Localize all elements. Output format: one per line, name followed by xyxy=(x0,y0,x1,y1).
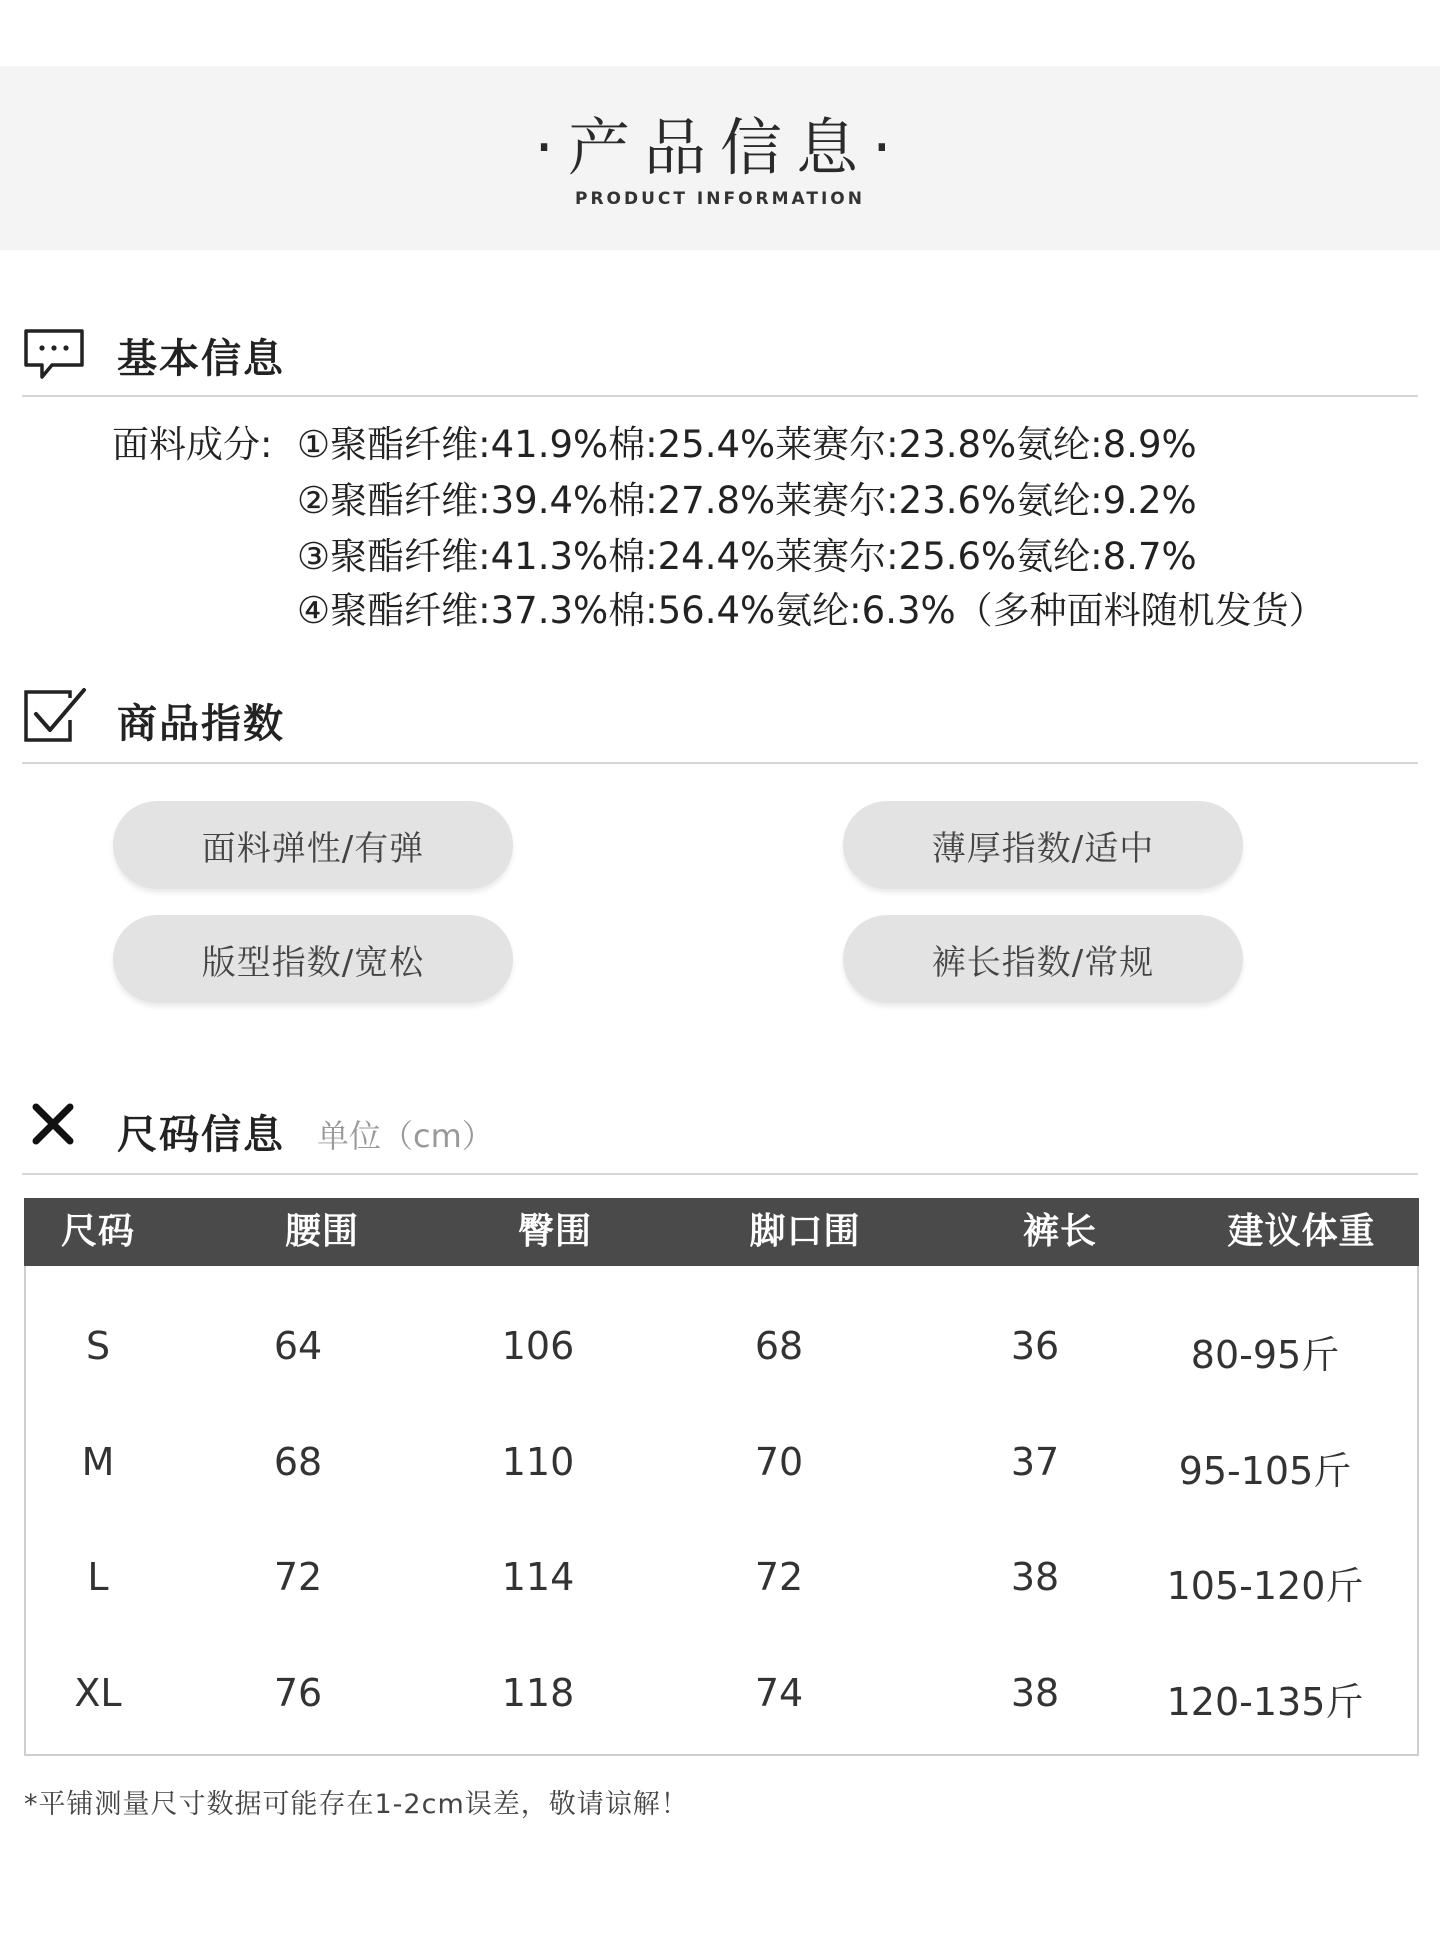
table-cell: L xyxy=(87,1555,109,1599)
table-cell: 114 xyxy=(501,1555,575,1599)
checkbox-checked-icon xyxy=(22,686,88,752)
col-header-weight: 建议体重 xyxy=(1227,1211,1376,1252)
size-table-header xyxy=(24,1198,1419,1266)
size-unit: 单位（cm） xyxy=(317,1117,494,1155)
table-cell: M xyxy=(81,1440,115,1484)
fabric-line-1: ①聚酯纤维:41.9%棉:25.4%莱赛尔:23.8%氨纶:8.9% xyxy=(297,423,1197,466)
table-cell: 106 xyxy=(501,1324,575,1368)
table-cell: 37 xyxy=(1010,1440,1060,1484)
index-pill-thickness: 薄厚指数/适中 xyxy=(843,801,1243,889)
col-header-size: 尺码 xyxy=(60,1211,135,1252)
fabric-label: 面料成分: xyxy=(112,423,273,466)
section-index xyxy=(22,682,1418,764)
table-cell: 64 xyxy=(273,1324,323,1368)
table-cell: 74 xyxy=(754,1671,804,1715)
table-cell: 105-120斤 xyxy=(1166,1564,1364,1608)
page-title: ·产品信息· xyxy=(534,111,906,184)
table-cell: 95-105斤 xyxy=(1178,1449,1352,1493)
section-title-index: 商品指数 xyxy=(117,701,285,747)
table-cell: S xyxy=(85,1324,111,1368)
table-cell: 76 xyxy=(273,1671,323,1715)
table-cell: 38 xyxy=(1010,1671,1060,1715)
fabric-line-4: ④聚酯纤维:37.3%棉:56.4%氨纶:6.3%（多种面料随机发货） xyxy=(297,589,1326,632)
fabric-line-2: ②聚酯纤维:39.4%棉:27.8%莱赛尔:23.6%氨纶:9.2% xyxy=(297,479,1197,522)
table-cell: 72 xyxy=(754,1555,804,1599)
section-basic-info xyxy=(22,315,1418,397)
index-pill-fit: 版型指数/宽松 xyxy=(113,915,513,1003)
table-cell: 36 xyxy=(1010,1324,1060,1368)
section-title-basic: 基本信息 xyxy=(117,336,285,382)
footnote: *平铺测量尺寸数据可能存在1-2cm误差，敬请谅解！ xyxy=(24,1789,689,1820)
fabric-line-3: ③聚酯纤维:41.3%棉:24.4%莱赛尔:25.6%氨纶:8.7% xyxy=(297,535,1197,578)
table-cell: 68 xyxy=(273,1440,323,1484)
col-header-length: 裤长 xyxy=(1022,1211,1097,1252)
table-cell: 72 xyxy=(273,1555,323,1599)
table-cell: 68 xyxy=(754,1324,804,1368)
section-title-size: 尺码信息 xyxy=(117,1112,285,1158)
col-header-waist: 腰围 xyxy=(284,1211,359,1252)
col-header-hem: 脚口围 xyxy=(749,1211,861,1252)
page-subtitle: PRODUCT INFORMATION xyxy=(575,189,865,209)
col-header-hip: 臀围 xyxy=(517,1211,592,1252)
index-pill-length: 裤长指数/常规 xyxy=(843,915,1243,1003)
table-cell: 120-135斤 xyxy=(1166,1680,1364,1724)
table-cell: XL xyxy=(74,1671,122,1715)
cross-icon xyxy=(30,1101,76,1151)
table-cell: 70 xyxy=(754,1440,804,1484)
table-cell: 38 xyxy=(1010,1555,1060,1599)
section-size xyxy=(22,1093,1418,1175)
table-cell: 110 xyxy=(501,1440,575,1484)
table-cell: 118 xyxy=(501,1671,575,1715)
chat-bubble-icon xyxy=(22,327,86,387)
table-cell: 80-95斤 xyxy=(1190,1333,1340,1377)
index-pill-elasticity: 面料弹性/有弹 xyxy=(113,801,513,889)
